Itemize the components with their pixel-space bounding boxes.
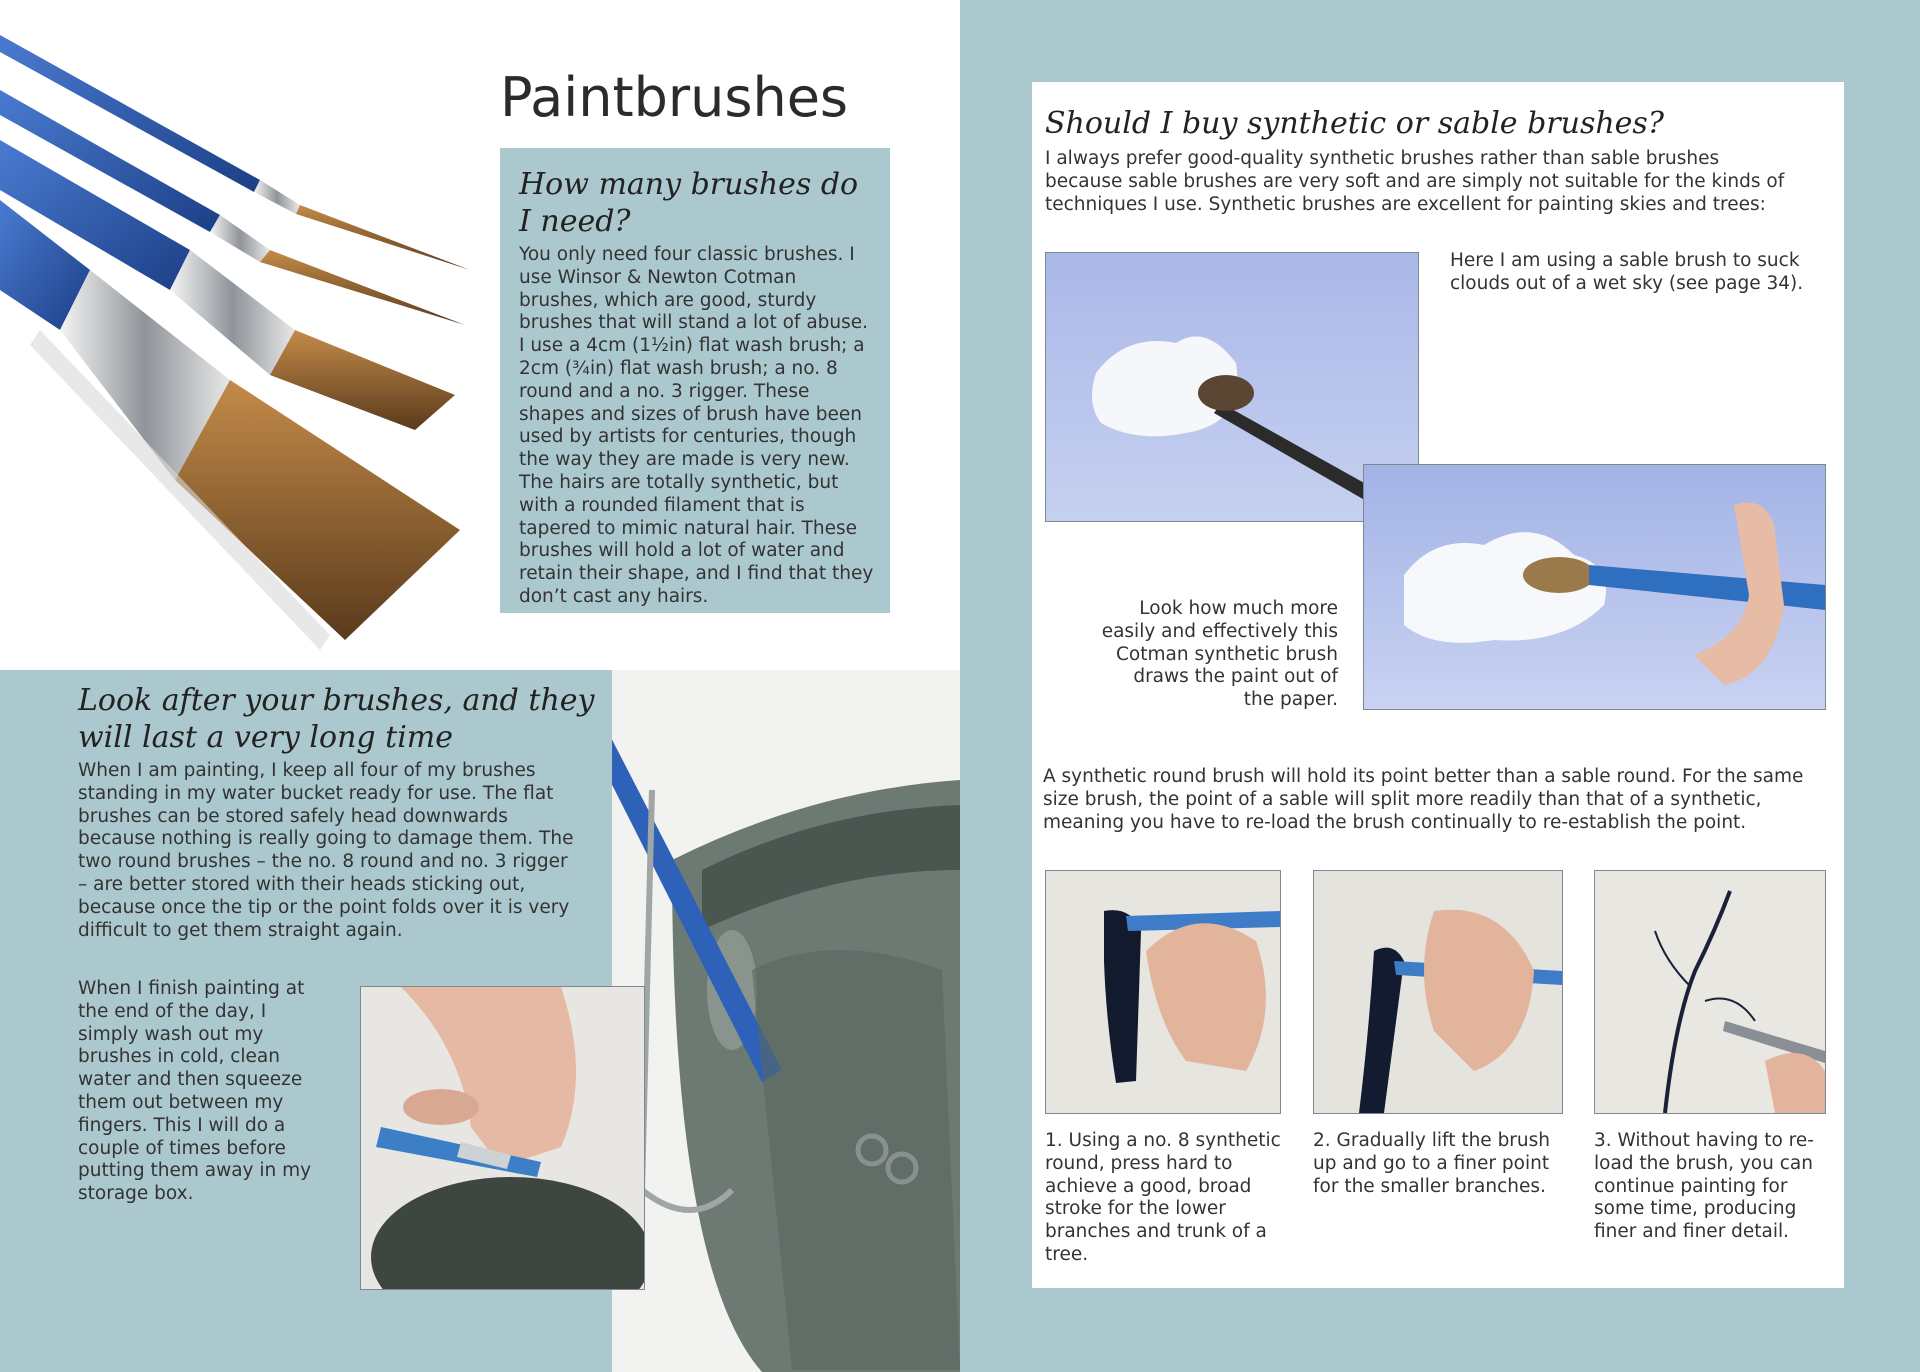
step-1-caption: 1. Using a no. 8 synthetic round, press hard to achieve a good, broad stroke for the lower branches and trunk of a tree. — [1045, 1130, 1281, 1265]
sable-brush-caption: Here I am using a sable brush to suck clouds out of a wet sky (see page 34). — [1450, 250, 1804, 294]
synthetic-brush-caption: Look how much more easily and effectively this Cotman synthetic brush draws the paint out of the paper. — [1101, 598, 1338, 711]
brush-care-heading: Look after your brushes, and they will last a very long time — [78, 683, 595, 755]
water-bucket-photo — [612, 670, 960, 1372]
synthetic-sable-heading: Should I buy synthetic or sable brushes? — [1045, 106, 1664, 141]
how-many-brushes-text: You only need four classic brushes. I use Winsor & Newton Cotman brushes, which are good, sturdy brushes that will stand a lot of abuse. I use a 4cm (1½in) flat wash brush; a 2cm (¾in) flat wash brush; a no. 8 round and a no. 3 rigger. These shapes and sizes of brush have been used by artists for centuries, though the way they are made is very new. The hairs are totally synthetic, but with a rounded filament that is tapered to mimic natural hair. These brushes will hold a lot of water and retain their shape, and I find that they don’t cast any hairs. — [519, 244, 874, 607]
step-3-photo — [1594, 870, 1826, 1114]
step-3-caption: 3. Without having to re-load the brush, you can continue painting for some time, producing finer and finer detail. — [1594, 1130, 1814, 1243]
step-2-photo — [1313, 870, 1563, 1114]
step-2-caption: 2. Gradually lift the brush up and go to a finer point for the smaller branches. — [1313, 1130, 1551, 1197]
synthetic-round-text: A synthetic round brush will hold its point better than a sable round. For the same size brush, the point of a sable will split more readily than that of a synthetic, meaning you have to re-load the brush continually to re-establish the point. — [1043, 766, 1804, 833]
synthetic-sable-intro: I always prefer good-quality synthetic brushes rather than sable brushes because sable brushes are very soft and are simply not suitable for the kinds of techniques I use. Synthetic brushes are excellent for painting skies and trees: — [1045, 148, 1785, 215]
page-title: Paintbrushes — [500, 66, 849, 129]
synthetic-brush-sky-photo — [1363, 464, 1826, 710]
step-1-photo — [1045, 870, 1281, 1114]
brush-care-text: When I am painting, I keep all four of my brushes standing in my water bucket ready for use. The flat brushes can be stored safely head downwards because nothing is really going to damage them. The two round brushes – the no. 8 round and no. 3 rigger – are better stored with their heads sticking out, because once the tip or the point folds over it is very difficult to get them straight again. — [78, 760, 574, 941]
how-many-brushes-box — [500, 148, 890, 613]
paintbrushes-photo — [0, 0, 500, 660]
brush-wash-text: When I finish painting at the end of the day, I simply wash out my brushes in cold, clean water and then squeeze them out between my fingers. This I will do a couple of times before putting them away in my storage box. — [78, 978, 312, 1205]
washing-brush-photo — [360, 986, 645, 1290]
how-many-brushes-heading: How many brushes do I need? — [519, 167, 859, 239]
